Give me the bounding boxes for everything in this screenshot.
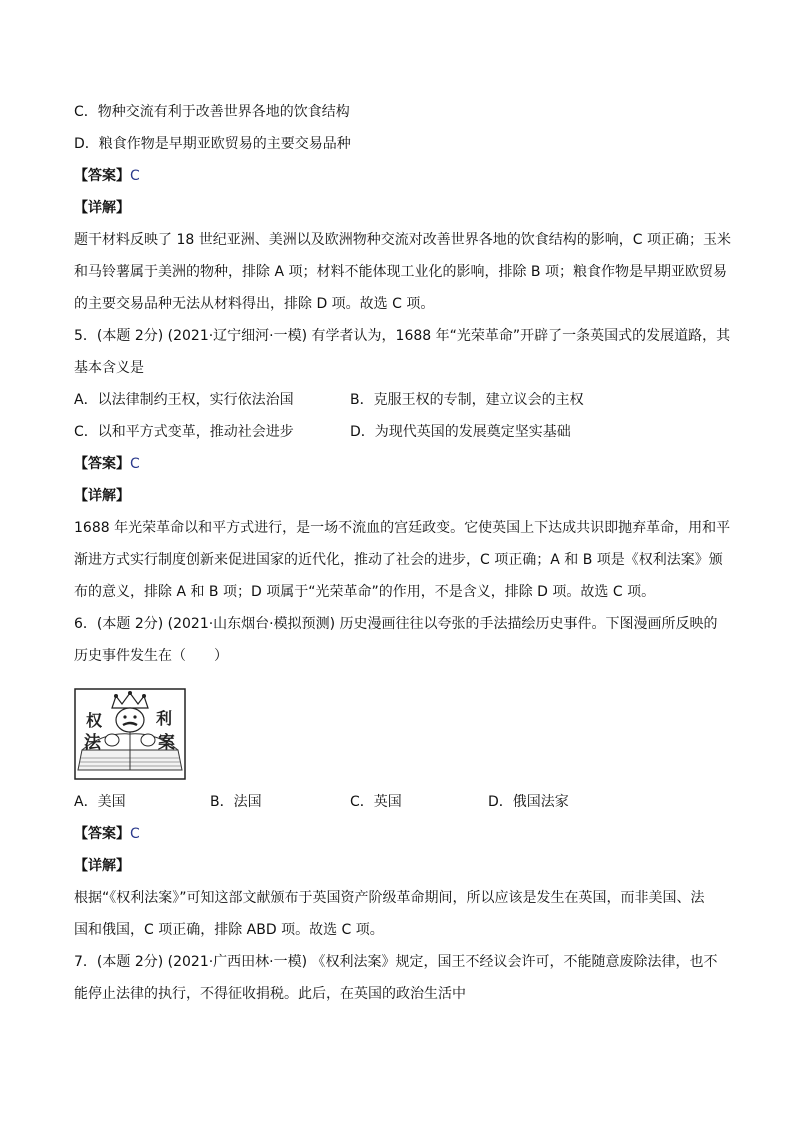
q5-detail — [74, 512, 731, 608]
q6-option-b: B．法国 — [210, 794, 262, 810]
q6-option-a: A．美国 — [74, 794, 126, 810]
q5-answer — [74, 448, 724, 480]
answer-label: 【答案】 — [74, 826, 130, 842]
bill-of-rights-cartoon — [74, 688, 186, 780]
detail-line: 1688 年光荣革命以和平方式进行，是一场不流血的宫廷政变。它使英国上下达成共识即抛弃革命，用和平 — [74, 520, 731, 536]
q4-detail-label: 【详解】 — [74, 200, 130, 216]
detail-line: 根据“《权利法案》”可知这部文献颁布于英国资产阶级革命期间，所以应该是发生在英国，而非美国、法 — [74, 890, 705, 906]
q5-option-c: C．以和平方式变革，推动社会进步 — [74, 424, 294, 440]
detail-line: 布的意义，排除 A 和 B 项；D 项属于“光荣革命”的作用，不是含义，排除 D 项。故选 C 项。 — [74, 584, 656, 600]
stem-line: 能停止法律的执行，不得征收捐税。此后，在英国的政治生活中 — [74, 986, 466, 1002]
q4-answer — [74, 160, 724, 192]
stem-line: 6．(本题 2分) (2021·山东烟台·模拟预测) 历史漫画往往以夸张的手法描绘历史事件。下图漫画所反映的 — [74, 616, 718, 632]
q6-options-row — [74, 786, 724, 818]
q6-detail-label: 【详解】 — [74, 858, 130, 874]
q6-stem — [74, 608, 724, 672]
cartoon-image — [74, 688, 186, 780]
cartoon-char: 利 — [156, 709, 173, 728]
cartoon-char: 权 — [86, 711, 103, 730]
q5-stem — [74, 320, 731, 384]
answer-value: C — [130, 456, 140, 472]
answer-value: C — [130, 168, 140, 184]
cartoon-char: 法 — [84, 733, 101, 753]
q5-option-a: A．以法律制约王权，实行依法治国 — [74, 392, 294, 408]
q6-option-c: C．英国 — [350, 794, 402, 810]
stem-line: 历史事件发生在（ ） — [74, 648, 228, 664]
q6-answer — [74, 818, 724, 850]
q5-detail-label: 【详解】 — [74, 488, 130, 504]
q4-option-c: C．物种交流有利于改善世界各地的饮食结构 — [74, 104, 350, 120]
q5-option-d: D．为现代英国的发展奠定坚实基础 — [350, 424, 571, 440]
answer-label: 【答案】 — [74, 456, 130, 472]
q5-option-b: B．克服王权的专制，建立议会的主权 — [350, 392, 584, 408]
q7-stem — [74, 946, 724, 1010]
document-page — [74, 96, 731, 1010]
detail-line: 的主要交易品种无法从材料得出，排除 D 项。故选 C 项。 — [74, 296, 435, 312]
cartoon-char: 案 — [158, 733, 175, 753]
detail-line: 渐进方式实行制度创新来促进国家的近代化，推动了社会的进步，C 项正确；A 和 B 项是《权利法案》颁 — [74, 552, 723, 568]
q5-options-row-1 — [74, 384, 724, 416]
stem-line: 7．(本题 2分) (2021·广西田林·一模) 《权利法案》规定，国王不经议会许可，不能随意废除法律，也不 — [74, 954, 718, 970]
q5-options-row-2 — [74, 416, 724, 448]
stem-line: 5．(本题 2分) (2021·辽宁细河·一模) 有学者认为，1688 年“光荣革命”开辟了一条英国式的发展道路，其 — [74, 328, 731, 344]
detail-line: 国和俄国，C 项正确，排除 ABD 项。故选 C 项。 — [74, 922, 384, 938]
detail-line: 和马铃薯属于美洲的物种，排除 A 项；材料不能体现工业化的影响，排除 B 项；粮食作物是早期亚欧贸易 — [74, 264, 727, 280]
answer-value: C — [130, 826, 140, 842]
answer-label: 【答案】 — [74, 168, 130, 184]
stem-line: 基本含义是 — [74, 360, 144, 376]
q6-option-d: D．俄国法家 — [488, 794, 569, 810]
detail-line: 题干材料反映了 18 世纪亚洲、美洲以及欧洲物种交流对改善世界各地的饮食结构的影响，C 项正确；玉米 — [74, 232, 731, 248]
q6-detail — [74, 882, 724, 946]
q4-detail — [74, 224, 731, 320]
q4-option-d: D．粮食作物是早期亚欧贸易的主要交易品种 — [74, 136, 351, 152]
